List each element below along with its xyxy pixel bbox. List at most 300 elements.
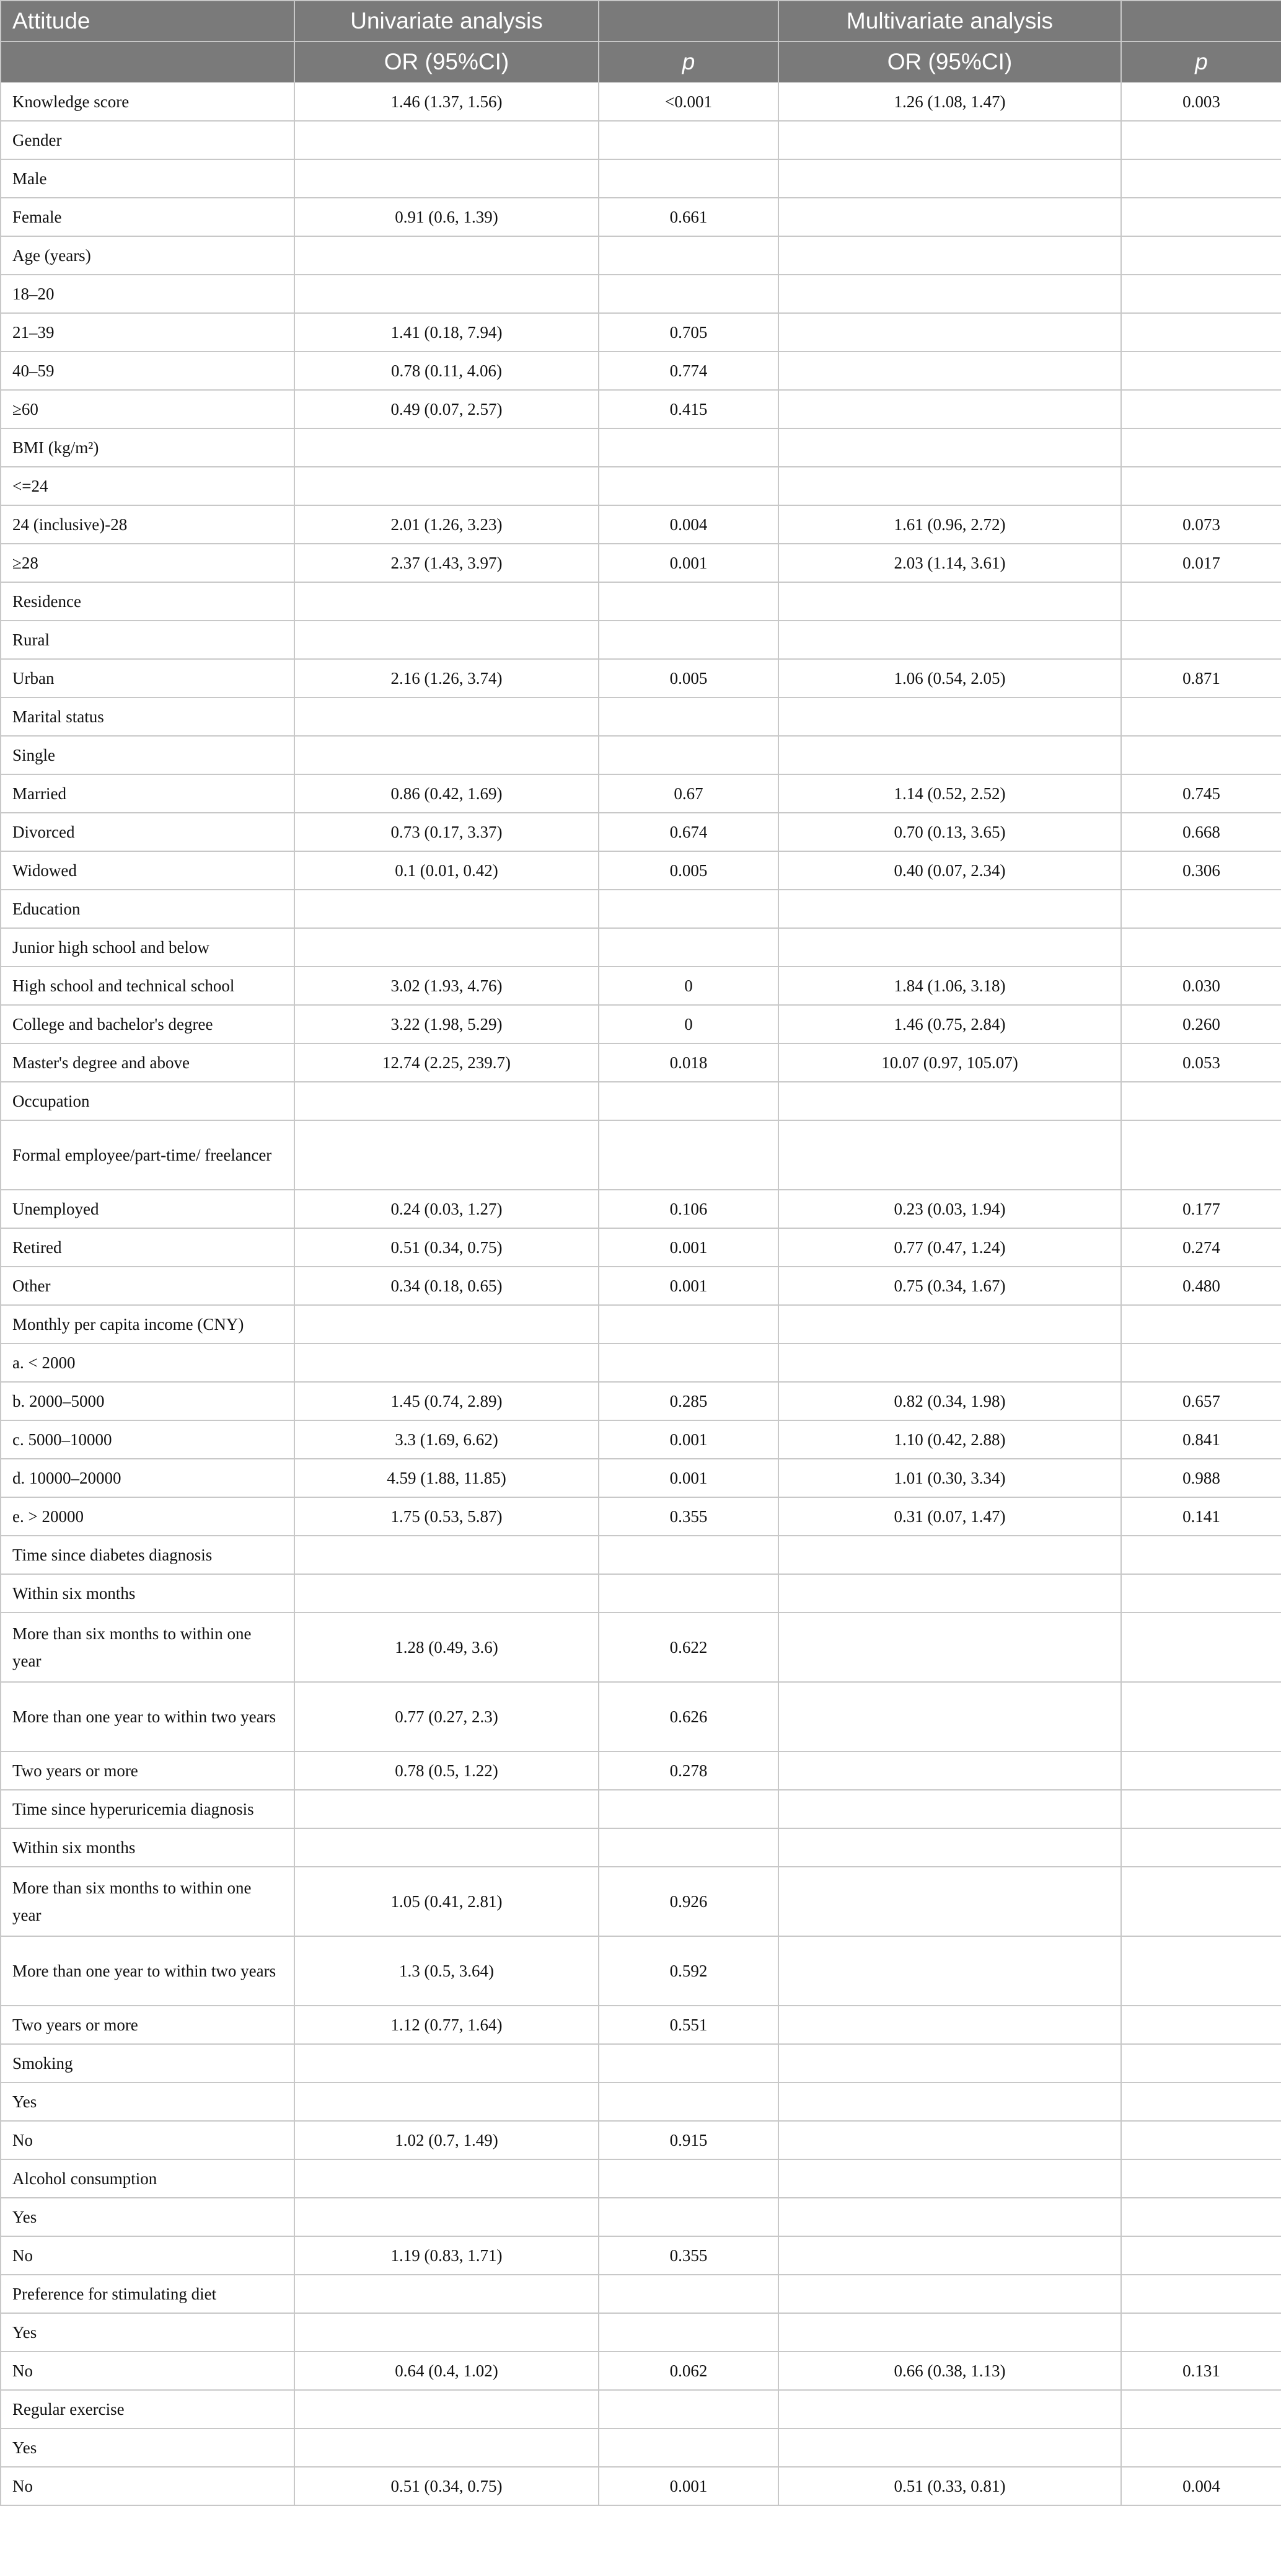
univariate-p-cell (599, 2390, 778, 2428)
multivariate-p-cell (1121, 928, 1281, 967)
univariate-or-cell (294, 2313, 599, 2352)
univariate-p-cell (599, 1536, 778, 1574)
univariate-p-cell (599, 1828, 778, 1867)
header-univariate-p: p (599, 42, 778, 82)
univariate-or-cell (294, 928, 599, 967)
multivariate-p-cell (1121, 2198, 1281, 2236)
row-label: Smoking (1, 2044, 294, 2082)
univariate-or-cell: 0.78 (0.11, 4.06) (294, 352, 599, 390)
multivariate-p-cell (1121, 2275, 1281, 2313)
table-row (1, 2159, 1281, 2198)
multivariate-or-cell (778, 1305, 1121, 1343)
table-row (1, 352, 1281, 390)
row-label: Age (years) (1, 236, 294, 275)
row-label: Education (1, 890, 294, 928)
univariate-or-cell (294, 1790, 599, 1828)
row-label: e. > 20000 (1, 1497, 294, 1536)
row-label: Other (1, 1267, 294, 1305)
header-multivariate-or: OR (95%CI) (778, 42, 1121, 82)
multivariate-or-cell: 1.26 (1.08, 1.47) (778, 82, 1121, 121)
row-label: More than one year to within two years (1, 1682, 294, 1751)
univariate-or-cell (294, 236, 599, 275)
row-label: Formal employee/part-time/ freelancer (1, 1120, 294, 1190)
row-label: Two years or more (1, 1751, 294, 1790)
univariate-p-cell: 0.018 (599, 1043, 778, 1082)
multivariate-or-cell (778, 1082, 1121, 1120)
univariate-or-cell: 1.02 (0.7, 1.49) (294, 2121, 599, 2159)
univariate-p-cell (599, 159, 778, 198)
header-multivariate-p: p (1121, 42, 1281, 82)
row-label: 21–39 (1, 313, 294, 352)
multivariate-p-cell: 0.480 (1121, 1267, 1281, 1305)
multivariate-or-cell (778, 1790, 1121, 1828)
multivariate-p-cell (1121, 1936, 1281, 2006)
multivariate-or-cell: 10.07 (0.97, 105.07) (778, 1043, 1121, 1082)
multivariate-p-cell (1121, 2428, 1281, 2467)
univariate-or-cell: 3.3 (1.69, 6.62) (294, 1420, 599, 1459)
multivariate-p-cell (1121, 313, 1281, 352)
row-label: d. 10000–20000 (1, 1459, 294, 1497)
multivariate-or-cell (778, 621, 1121, 659)
multivariate-or-cell (778, 1867, 1121, 1936)
multivariate-or-cell (778, 428, 1121, 467)
multivariate-or-cell (778, 2313, 1121, 2352)
table-row (1, 1613, 1281, 1682)
row-label: Married (1, 774, 294, 813)
row-label: Yes (1, 2313, 294, 2352)
table-row (1, 2121, 1281, 2159)
univariate-or-cell: 2.16 (1.26, 3.74) (294, 659, 599, 697)
table-row (1, 2236, 1281, 2275)
table-row (1, 2198, 1281, 2236)
univariate-or-cell (294, 2390, 599, 2428)
header-blank-2 (1121, 1, 1281, 42)
multivariate-or-cell (778, 2198, 1121, 2236)
univariate-p-cell (599, 275, 778, 313)
row-label: Residence (1, 582, 294, 621)
multivariate-p-cell: 0.073 (1121, 505, 1281, 544)
header-blank-1 (599, 1, 778, 42)
header-blank-3 (1, 42, 294, 82)
multivariate-p-cell (1121, 2390, 1281, 2428)
univariate-or-cell (294, 2275, 599, 2313)
multivariate-p-cell (1121, 352, 1281, 390)
table-row (1, 198, 1281, 236)
multivariate-p-cell (1121, 1751, 1281, 1790)
multivariate-or-cell: 1.46 (0.75, 2.84) (778, 1005, 1121, 1043)
univariate-or-cell: 3.22 (1.98, 5.29) (294, 1005, 599, 1043)
multivariate-or-cell: 0.66 (0.38, 1.13) (778, 2352, 1121, 2390)
row-label: Knowledge score (1, 82, 294, 121)
table-row (1, 1082, 1281, 1120)
multivariate-p-cell (1121, 1574, 1281, 1613)
univariate-p-cell: 0.355 (599, 2236, 778, 2275)
row-label: Yes (1, 2198, 294, 2236)
univariate-or-cell: 2.01 (1.26, 3.23) (294, 505, 599, 544)
multivariate-or-cell (778, 928, 1121, 967)
row-label: Gender (1, 121, 294, 159)
multivariate-p-cell: 0.657 (1121, 1382, 1281, 1420)
univariate-or-cell (294, 1120, 599, 1190)
multivariate-p-cell (1121, 736, 1281, 774)
multivariate-p-cell: 0.017 (1121, 544, 1281, 582)
table-row (1, 2428, 1281, 2467)
univariate-or-cell (294, 736, 599, 774)
table-row (1, 1790, 1281, 1828)
multivariate-or-cell: 0.23 (0.03, 1.94) (778, 1190, 1121, 1228)
multivariate-or-cell: 1.84 (1.06, 3.18) (778, 967, 1121, 1005)
table-row (1, 1936, 1281, 2006)
multivariate-or-cell (778, 121, 1121, 159)
multivariate-p-cell (1121, 621, 1281, 659)
univariate-or-cell: 0.78 (0.5, 1.22) (294, 1751, 599, 1790)
univariate-p-cell: 0.062 (599, 2352, 778, 2390)
univariate-or-cell: 0.51 (0.34, 0.75) (294, 2467, 599, 2505)
table-header (1, 1, 1281, 82)
multivariate-or-cell (778, 2390, 1121, 2428)
row-label: Retired (1, 1228, 294, 1267)
multivariate-or-cell (778, 467, 1121, 505)
univariate-p-cell (599, 1343, 778, 1382)
univariate-p-cell (599, 1790, 778, 1828)
univariate-or-cell: 0.24 (0.03, 1.27) (294, 1190, 599, 1228)
univariate-p-cell: 0.661 (599, 198, 778, 236)
multivariate-or-cell: 0.77 (0.47, 1.24) (778, 1228, 1121, 1267)
row-label: Master's degree and above (1, 1043, 294, 1082)
multivariate-or-cell: 0.31 (0.07, 1.47) (778, 1497, 1121, 1536)
univariate-or-cell: 0.64 (0.4, 1.02) (294, 2352, 599, 2390)
table-row (1, 697, 1281, 736)
multivariate-or-cell: 1.06 (0.54, 2.05) (778, 659, 1121, 697)
header-univariate: Univariate analysis (294, 1, 599, 42)
univariate-p-cell: 0.001 (599, 1228, 778, 1267)
univariate-p-cell (599, 121, 778, 159)
multivariate-p-cell (1121, 1082, 1281, 1120)
multivariate-or-cell (778, 1120, 1121, 1190)
row-label: More than six months to within one year (1, 1613, 294, 1682)
row-label: b. 2000–5000 (1, 1382, 294, 1420)
univariate-p-cell: 0.626 (599, 1682, 778, 1751)
univariate-p-cell: 0.001 (599, 1459, 778, 1497)
univariate-or-cell: 0.51 (0.34, 0.75) (294, 1228, 599, 1267)
table-row (1, 1043, 1281, 1082)
table-row (1, 1305, 1281, 1343)
row-label: No (1, 2121, 294, 2159)
univariate-or-cell (294, 159, 599, 198)
row-label: a. < 2000 (1, 1343, 294, 1382)
multivariate-p-cell: 0.745 (1121, 774, 1281, 813)
univariate-p-cell (599, 582, 778, 621)
univariate-p-cell: 0 (599, 1005, 778, 1043)
row-label: No (1, 2352, 294, 2390)
multivariate-or-cell (778, 697, 1121, 736)
multivariate-or-cell: 1.14 (0.52, 2.52) (778, 774, 1121, 813)
univariate-or-cell (294, 582, 599, 621)
univariate-p-cell: 0.705 (599, 313, 778, 352)
multivariate-p-cell (1121, 2313, 1281, 2352)
table-row (1, 736, 1281, 774)
multivariate-or-cell (778, 582, 1121, 621)
table-row (1, 1867, 1281, 1936)
multivariate-p-cell (1121, 2082, 1281, 2121)
multivariate-or-cell (778, 1536, 1121, 1574)
row-label: Widowed (1, 851, 294, 890)
multivariate-or-cell: 0.51 (0.33, 0.81) (778, 2467, 1121, 2505)
univariate-or-cell (294, 890, 599, 928)
univariate-p-cell (599, 890, 778, 928)
univariate-or-cell (294, 2198, 599, 2236)
univariate-or-cell: 0.73 (0.17, 3.37) (294, 813, 599, 851)
univariate-or-cell: 1.41 (0.18, 7.94) (294, 313, 599, 352)
univariate-or-cell (294, 2082, 599, 2121)
header-multivariate: Multivariate analysis (778, 1, 1121, 42)
table-row (1, 2390, 1281, 2428)
table-row (1, 890, 1281, 928)
row-label: High school and technical school (1, 967, 294, 1005)
univariate-or-cell: 1.46 (1.37, 1.56) (294, 82, 599, 121)
multivariate-p-cell (1121, 1120, 1281, 1190)
univariate-or-cell (294, 621, 599, 659)
multivariate-p-cell (1121, 390, 1281, 428)
multivariate-p-cell (1121, 236, 1281, 275)
univariate-or-cell (294, 1536, 599, 1574)
multivariate-or-cell (778, 2044, 1121, 2082)
univariate-or-cell: 1.19 (0.83, 1.71) (294, 2236, 599, 2275)
row-label: Monthly per capita income (CNY) (1, 1305, 294, 1343)
table-row (1, 1228, 1281, 1267)
univariate-p-cell (599, 1305, 778, 1343)
row-label: Junior high school and below (1, 928, 294, 967)
row-label: More than one year to within two years (1, 1936, 294, 2006)
row-label: 24 (inclusive)-28 (1, 505, 294, 544)
table-row (1, 121, 1281, 159)
table-row (1, 1536, 1281, 1574)
univariate-p-cell (599, 621, 778, 659)
univariate-or-cell (294, 275, 599, 313)
header-row-1 (1, 1, 1281, 42)
multivariate-or-cell: 2.03 (1.14, 3.61) (778, 544, 1121, 582)
row-label: 18–20 (1, 275, 294, 313)
table-row (1, 505, 1281, 544)
multivariate-or-cell (778, 2236, 1121, 2275)
multivariate-p-cell: 0.260 (1121, 1005, 1281, 1043)
univariate-p-cell: 0.278 (599, 1751, 778, 1790)
multivariate-or-cell (778, 890, 1121, 928)
table-row (1, 813, 1281, 851)
univariate-p-cell: 0.592 (599, 1936, 778, 2006)
row-label: Two years or more (1, 2006, 294, 2044)
univariate-or-cell (294, 2428, 599, 2467)
univariate-p-cell (599, 2159, 778, 2198)
univariate-p-cell (599, 467, 778, 505)
multivariate-p-cell (1121, 2044, 1281, 2082)
multivariate-p-cell (1121, 2159, 1281, 2198)
table-row (1, 428, 1281, 467)
table-row (1, 2313, 1281, 2352)
univariate-or-cell (294, 2159, 599, 2198)
row-label: <=24 (1, 467, 294, 505)
univariate-or-cell: 0.49 (0.07, 2.57) (294, 390, 599, 428)
univariate-or-cell: 3.02 (1.93, 4.76) (294, 967, 599, 1005)
univariate-or-cell: 4.59 (1.88, 11.85) (294, 1459, 599, 1497)
univariate-p-cell (599, 1574, 778, 1613)
table-row (1, 2352, 1281, 2390)
row-label: Single (1, 736, 294, 774)
multivariate-p-cell (1121, 1682, 1281, 1751)
table-row (1, 1343, 1281, 1382)
row-label: Yes (1, 2082, 294, 2121)
multivariate-or-cell (778, 352, 1121, 390)
multivariate-p-cell: 0.030 (1121, 967, 1281, 1005)
multivariate-p-cell: 0.003 (1121, 82, 1281, 121)
univariate-p-cell (599, 2198, 778, 2236)
multivariate-or-cell (778, 2121, 1121, 2159)
univariate-p-cell (599, 697, 778, 736)
row-label: College and bachelor's degree (1, 1005, 294, 1043)
row-label: More than six months to within one year (1, 1867, 294, 1936)
univariate-or-cell (294, 1305, 599, 1343)
univariate-or-cell (294, 1082, 599, 1120)
univariate-or-cell (294, 428, 599, 467)
univariate-p-cell: 0.774 (599, 352, 778, 390)
univariate-p-cell: 0.001 (599, 2467, 778, 2505)
row-label: Marital status (1, 697, 294, 736)
univariate-p-cell (599, 1082, 778, 1120)
univariate-p-cell: 0.674 (599, 813, 778, 851)
row-label: 40–59 (1, 352, 294, 390)
univariate-p-cell: 0.67 (599, 774, 778, 813)
table-row (1, 582, 1281, 621)
row-label: ≥60 (1, 390, 294, 428)
univariate-or-cell: 0.77 (0.27, 2.3) (294, 1682, 599, 1751)
univariate-p-cell (599, 2313, 778, 2352)
table-row (1, 275, 1281, 313)
row-label: Unemployed (1, 1190, 294, 1228)
univariate-p-cell: 0.001 (599, 1420, 778, 1459)
multivariate-p-cell (1121, 1305, 1281, 1343)
univariate-p-cell: 0.622 (599, 1613, 778, 1682)
univariate-p-cell: 0.926 (599, 1867, 778, 1936)
row-label: BMI (kg/m²) (1, 428, 294, 467)
multivariate-or-cell (778, 2275, 1121, 2313)
univariate-p-cell: 0 (599, 967, 778, 1005)
multivariate-p-cell (1121, 275, 1281, 313)
univariate-or-cell: 1.12 (0.77, 1.64) (294, 2006, 599, 2044)
table-row (1, 390, 1281, 428)
univariate-p-cell: 0.915 (599, 2121, 778, 2159)
univariate-p-cell (599, 736, 778, 774)
univariate-p-cell: <0.001 (599, 82, 778, 121)
multivariate-or-cell: 0.75 (0.34, 1.67) (778, 1267, 1121, 1305)
header-row-2 (1, 42, 1281, 82)
row-label: Rural (1, 621, 294, 659)
multivariate-or-cell (778, 1682, 1121, 1751)
row-label: No (1, 2467, 294, 2505)
multivariate-or-cell (778, 2006, 1121, 2044)
multivariate-p-cell: 0.053 (1121, 1043, 1281, 1082)
multivariate-or-cell (778, 390, 1121, 428)
multivariate-p-cell (1121, 428, 1281, 467)
table-row (1, 313, 1281, 352)
table-row (1, 967, 1281, 1005)
multivariate-or-cell (778, 236, 1121, 275)
table-row (1, 2006, 1281, 2044)
univariate-p-cell (599, 2275, 778, 2313)
multivariate-p-cell: 0.131 (1121, 2352, 1281, 2390)
table-row (1, 659, 1281, 697)
multivariate-p-cell: 0.306 (1121, 851, 1281, 890)
multivariate-p-cell: 0.274 (1121, 1228, 1281, 1267)
row-label: Divorced (1, 813, 294, 851)
table-row (1, 236, 1281, 275)
row-label: Yes (1, 2428, 294, 2467)
multivariate-or-cell (778, 198, 1121, 236)
table-row (1, 82, 1281, 121)
univariate-or-cell: 0.86 (0.42, 1.69) (294, 774, 599, 813)
multivariate-or-cell (778, 275, 1121, 313)
row-label: Within six months (1, 1828, 294, 1867)
header-univariate-or: OR (95%CI) (294, 42, 599, 82)
univariate-or-cell (294, 2044, 599, 2082)
univariate-or-cell (294, 1828, 599, 1867)
multivariate-or-cell: 0.70 (0.13, 3.65) (778, 813, 1121, 851)
row-label: Time since diabetes diagnosis (1, 1536, 294, 1574)
univariate-p-cell (599, 236, 778, 275)
multivariate-p-cell (1121, 467, 1281, 505)
table-row (1, 1267, 1281, 1305)
multivariate-p-cell (1121, 890, 1281, 928)
multivariate-p-cell: 0.841 (1121, 1420, 1281, 1459)
univariate-or-cell (294, 1574, 599, 1613)
table-row (1, 1190, 1281, 1228)
table-row (1, 928, 1281, 967)
row-label: c. 5000–10000 (1, 1420, 294, 1459)
table-row (1, 1828, 1281, 1867)
multivariate-p-cell (1121, 2236, 1281, 2275)
row-label: Within six months (1, 1574, 294, 1613)
multivariate-p-cell (1121, 697, 1281, 736)
univariate-p-cell (599, 2082, 778, 2121)
multivariate-p-cell (1121, 1828, 1281, 1867)
univariate-or-cell: 1.3 (0.5, 3.64) (294, 1936, 599, 2006)
multivariate-or-cell (778, 1751, 1121, 1790)
univariate-p-cell: 0.415 (599, 390, 778, 428)
multivariate-p-cell: 0.871 (1121, 659, 1281, 697)
table-row (1, 544, 1281, 582)
multivariate-p-cell (1121, 2121, 1281, 2159)
table-row (1, 851, 1281, 890)
table-row (1, 2275, 1281, 2313)
univariate-or-cell: 1.45 (0.74, 2.89) (294, 1382, 599, 1420)
univariate-p-cell: 0.355 (599, 1497, 778, 1536)
univariate-or-cell: 0.34 (0.18, 0.65) (294, 1267, 599, 1305)
table-row (1, 1005, 1281, 1043)
table-row (1, 1382, 1281, 1420)
multivariate-or-cell (778, 159, 1121, 198)
multivariate-p-cell (1121, 1790, 1281, 1828)
multivariate-or-cell (778, 1574, 1121, 1613)
multivariate-or-cell (778, 2428, 1121, 2467)
univariate-p-cell (599, 2428, 778, 2467)
multivariate-or-cell: 1.01 (0.30, 3.34) (778, 1459, 1121, 1497)
multivariate-or-cell (778, 1613, 1121, 1682)
row-label: Male (1, 159, 294, 198)
row-label: Female (1, 198, 294, 236)
multivariate-or-cell (778, 736, 1121, 774)
multivariate-or-cell (778, 1343, 1121, 1382)
table-row (1, 1751, 1281, 1790)
univariate-p-cell (599, 1120, 778, 1190)
